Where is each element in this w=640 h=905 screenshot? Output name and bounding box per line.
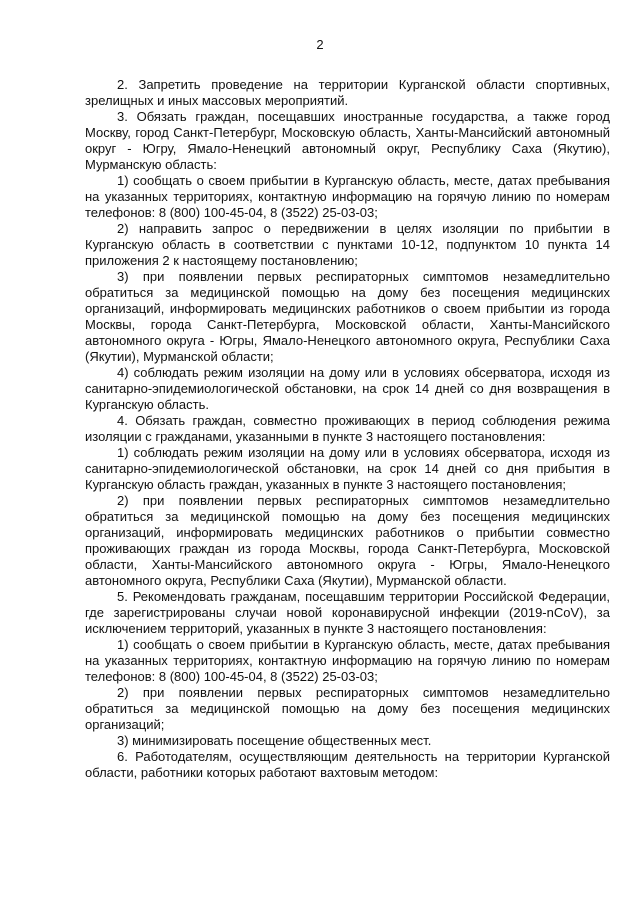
paragraph: 3) минимизировать посещение общественных мест. [117,733,432,748]
paragraph: 3. Обязать граждан, посещавших иностранные государства, а также город Москву, город Санкт-Петербург, Московскую область, Ханты-Мансийский автономный округ - Югру, Ямало-Ненецкий автономный округ, Республику Саха (Якутию), Мурманскую область: [85,109,610,172]
paragraph: 3) при появлении первых респираторных симптомов незамедлительно обратиться за медицинской помощью на дому без посещения медицинских организаций, информировать медицинских работников о своем прибытии из города Москвы, города Санкт-Петербурга, Московской области, Ханты-Мансийского автономного округа - Югры, Ямало-Ненецкого автономного округа, Республики Саха (Якутии), Мурманской области; [85,269,610,364]
paragraph: 1) сообщать о своем прибытии в Курганскую область, месте, датах пребывания на указанных территориях, контактную информацию на горячую линию по номерам телефонов: 8 (800) 100-45-04, 8 (3522) 25-03-03; [85,173,610,220]
paragraph: 2) при появлении первых респираторных симптомов незамедлительно обратиться за медицинской помощью на дому без посещения медицинских организаций; [85,685,610,732]
document-body [85,77,610,781]
paragraph: 4. Обязать граждан, совместно проживающих в период соблюдения режима изоляции с гражданами, указанными в пункте 3 настоящего постановления: [85,413,610,444]
paragraph: 2. Запретить проведение на территории Курганской области спортивных, зрелищных и иных массовых мероприятий. [85,77,610,108]
page-number: 2 [316,37,324,52]
paragraph: 5. Рекомендовать гражданам, посещавшим территории Российской Федерации, где зарегистрированы случаи новой коронавирусной инфекции (2019-nCoV), за исключением территорий, указанных в пункте 3 настоящего постановления: [85,589,610,636]
paragraph: 6. Работодателям, осуществляющим деятельность на территории Курганской области, работники которых работают вахтовым методом: [85,749,610,780]
paragraph: 1) сообщать о своем прибытии в Курганскую область, месте, датах пребывания на указанных территориях, контактную информацию на горячую линию по номерам телефонов: 8 (800) 100-45-04, 8 (3522) 25-03-03; [85,637,610,684]
paragraph: 4) соблюдать режим изоляции на дому или в условиях обсерватора, исходя из санитарно-эпидемиологической обстановки, на срок 14 дней со дня возвращения в Курганскую область. [85,365,610,412]
paragraph: 2) направить запрос о передвижении в целях изоляции по прибытии в Курганскую область в соответствии с пунктами 10-12, подпунктом 10 пункта 14 приложения 2 к настоящему постановлению; [85,221,610,268]
paragraph: 2) при появлении первых респираторных симптомов незамедлительно обратиться за медицинской помощью на дому без посещения медицинских организаций, информировать медицинских работников о прибытии совместно проживающих граждан из города Москвы, города Санкт-Петербурга, Московской области, Ханты-Мансийского автономного округа - Югры, Ямало-Ненецкого автономного округа, Республики Саха (Якутии), Мурманской области. [85,493,610,588]
paragraph: 1) соблюдать режим изоляции на дому или в условиях обсерватора, исходя из санитарно-эпидемиологической обстановки, на срок 14 дней со дня прибытия в Курганскую область граждан, указанных в пункте 3 настоящего постановления; [85,445,610,492]
